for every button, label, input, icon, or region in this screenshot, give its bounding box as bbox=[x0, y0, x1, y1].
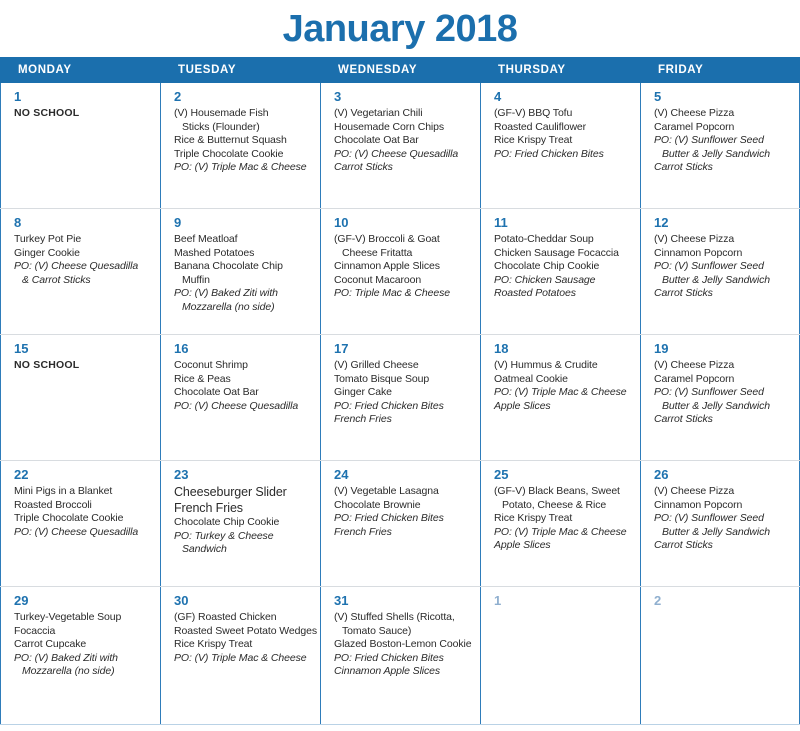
day-cell bbox=[0, 83, 160, 208]
day-cell bbox=[480, 461, 640, 586]
menu-line: Beef Meatloaf bbox=[174, 233, 238, 245]
weekday-header-wednesday: WEDNESDAY bbox=[338, 64, 418, 76]
menu-line: Rice & Butternut Squash bbox=[174, 134, 287, 146]
menu-line: (V) Stuffed Shells (Ricotta, bbox=[334, 611, 455, 623]
menu-line: (GF) Roasted Chicken bbox=[174, 611, 277, 623]
menu-line: Potato, Cheese & Rice bbox=[502, 498, 607, 511]
day-number: 23 bbox=[174, 467, 189, 482]
menu-line: PO: Triple Mac & Cheese bbox=[334, 287, 450, 299]
menu-line: (V) Housemade Fish bbox=[174, 107, 269, 119]
menu-line: (V) Grilled Cheese bbox=[334, 359, 419, 371]
menu-line: PO: Fried Chicken Bites bbox=[334, 651, 444, 664]
day-cell bbox=[160, 209, 320, 334]
day-cell bbox=[0, 461, 160, 586]
menu-line: Carrot Cupcake bbox=[14, 638, 87, 650]
calendar-week-row bbox=[0, 586, 800, 724]
day-number: 26 bbox=[654, 467, 669, 482]
menu-line: Cinnamon Apple Slices bbox=[334, 665, 441, 677]
day-number: 11 bbox=[494, 215, 508, 230]
menu-line: (V) Vegetarian Chili bbox=[334, 107, 423, 119]
day-cell bbox=[640, 335, 800, 460]
menu-line: Chocolate Brownie bbox=[334, 498, 421, 511]
day-number: 3 bbox=[334, 89, 342, 104]
menu-line: Roasted Cauliflower bbox=[494, 120, 587, 133]
day-cell bbox=[640, 209, 800, 334]
menu-line: Rice Krispy Treat bbox=[174, 638, 253, 650]
menu-line: Muffin bbox=[182, 273, 210, 286]
calendar-week-row bbox=[0, 83, 800, 208]
menu-line: Caramel Popcorn bbox=[654, 120, 735, 133]
menu-line: Chocolate Chip Cookie bbox=[174, 516, 280, 528]
menu-line: (GF-V) Black Beans, Sweet bbox=[494, 485, 620, 497]
day-number: 4 bbox=[494, 89, 502, 104]
menu-line: (GF-V) BBQ Tofu bbox=[494, 107, 573, 119]
menu-line: Glazed Boston-Lemon Cookie bbox=[334, 638, 472, 650]
menu-line: Turkey-Vegetable Soup bbox=[14, 611, 122, 623]
menu-line: Cinnamon Apple Slices bbox=[334, 260, 440, 272]
day-cell bbox=[320, 209, 480, 334]
menu-line: Ginger Cookie bbox=[14, 246, 80, 259]
day-number: 30 bbox=[174, 593, 189, 608]
menu-line: PO: (V) Cheese Quesadilla bbox=[14, 260, 139, 272]
weekday-header-thursday: THURSDAY bbox=[498, 64, 566, 76]
day-cell bbox=[480, 335, 640, 460]
day-number: 12 bbox=[654, 215, 669, 230]
day-cell bbox=[160, 461, 320, 586]
menu-line: PO: (V) Triple Mac & Cheese bbox=[174, 651, 307, 664]
weekday-header-row bbox=[0, 57, 800, 83]
menu-line: Rice & Peas bbox=[174, 372, 231, 385]
menu-line: Chicken Sausage Focaccia bbox=[494, 246, 619, 259]
menu-line: Chocolate Oat Bar bbox=[334, 134, 419, 146]
menu-line: Turkey Pot Pie bbox=[14, 233, 82, 245]
day-number: 8 bbox=[14, 215, 22, 230]
menu-line: Mozzarella (no side) bbox=[22, 665, 115, 677]
day-cell-next-month bbox=[480, 587, 640, 724]
menu-line: Sticks (Flounder) bbox=[182, 120, 260, 133]
day-cell bbox=[0, 335, 160, 460]
day-number: 2 bbox=[174, 89, 182, 104]
menu-line: Apple Slices bbox=[494, 539, 551, 551]
day-cell bbox=[160, 587, 320, 724]
day-number: 25 bbox=[494, 467, 509, 482]
calendar-body bbox=[0, 83, 800, 725]
menu-line: Coconut Shrimp bbox=[174, 359, 248, 371]
calendar-week-row bbox=[0, 460, 800, 586]
day-number: 18 bbox=[494, 341, 509, 356]
menu-line: Butter & Jelly Sandwich bbox=[662, 399, 771, 412]
menu-line: Coconut Macaroon bbox=[334, 273, 422, 286]
day-number: 2 bbox=[654, 593, 662, 608]
menu-line: PO: (V) Triple Mac & Cheese bbox=[174, 161, 307, 173]
menu-line: Carrot Sticks bbox=[654, 161, 713, 173]
menu-line: PO: (V) Sunflower Seed bbox=[654, 512, 764, 524]
menu-line: Cinnamon Popcorn bbox=[654, 498, 743, 511]
day-cell bbox=[480, 83, 640, 208]
menu-line: PO: Fried Chicken Bites bbox=[334, 399, 444, 412]
day-cell bbox=[320, 587, 480, 724]
menu-line: Carrot Sticks bbox=[334, 161, 393, 173]
day-cell bbox=[480, 209, 640, 334]
menu-line: (V) Vegetable Lasagna bbox=[334, 485, 439, 497]
day-number: 24 bbox=[334, 467, 349, 482]
day-cell bbox=[160, 335, 320, 460]
menu-line: (GF-V) Broccoli & Goat bbox=[334, 233, 440, 245]
day-number: 29 bbox=[14, 593, 29, 608]
day-cell bbox=[640, 461, 800, 586]
menu-line: Mashed Potatoes bbox=[174, 246, 255, 259]
menu-line: Banana Chocolate Chip bbox=[174, 260, 283, 272]
menu-line: PO: (V) Sunflower Seed bbox=[654, 260, 764, 272]
menu-line: PO: Chicken Sausage bbox=[494, 273, 596, 286]
menu-line: Mozzarella (no side) bbox=[182, 300, 275, 313]
menu-line: (V) Cheese Pizza bbox=[654, 359, 735, 371]
menu-line: Rice Krispy Treat bbox=[494, 134, 573, 146]
menu-line: PO: Turkey & Cheese bbox=[174, 529, 274, 542]
menu-line: PO: (V) Sunflower Seed bbox=[654, 134, 764, 146]
day-number: 9 bbox=[174, 215, 182, 230]
menu-line: Roasted Sweet Potato Wedges bbox=[174, 624, 318, 637]
menu-line: Triple Chocolate Cookie bbox=[14, 512, 124, 524]
menu-line: Carrot Sticks bbox=[654, 539, 713, 551]
menu-line: Butter & Jelly Sandwich bbox=[662, 525, 771, 538]
menu-line: Tomato Sauce) bbox=[342, 624, 412, 637]
day-cell-next-month bbox=[640, 587, 800, 724]
menu-line: PO: (V) Cheese Quesadilla bbox=[334, 147, 459, 160]
menu-line: PO: (V) Triple Mac & Cheese bbox=[494, 525, 627, 538]
menu-line: PO: (V) Sunflower Seed bbox=[654, 386, 764, 398]
weekday-header-tuesday: TUESDAY bbox=[178, 64, 237, 76]
menu-line: Tomato Bisque Soup bbox=[334, 372, 430, 385]
day-number: 5 bbox=[654, 89, 662, 104]
menu-line: Rice Krispy Treat bbox=[494, 512, 573, 524]
menu-line: Roasted Potatoes bbox=[494, 287, 576, 299]
menu-line: PO: Fried Chicken Bites bbox=[334, 512, 444, 524]
menu-line: PO: Fried Chicken Bites bbox=[494, 147, 604, 160]
menu-line: Cheeseburger Slider bbox=[174, 485, 287, 499]
menu-line: Mini Pigs in a Blanket bbox=[14, 485, 113, 497]
day-number: 17 bbox=[334, 341, 349, 356]
menu-line: Sandwich bbox=[182, 543, 227, 555]
menu-line: French Fries bbox=[334, 413, 392, 425]
day-cell bbox=[0, 209, 160, 334]
menu-line: Chocolate Oat Bar bbox=[174, 386, 259, 398]
day-cell bbox=[640, 83, 800, 208]
day-cell bbox=[320, 83, 480, 208]
menu-line: Housemade Corn Chips bbox=[334, 120, 445, 133]
page-title: January 2018 bbox=[282, 8, 518, 50]
day-cell bbox=[320, 335, 480, 460]
menu-line: Triple Chocolate Cookie bbox=[174, 147, 284, 160]
day-number: 15 bbox=[14, 341, 29, 356]
menu-line: PO: (V) Cheese Quesadilla bbox=[14, 525, 139, 538]
weekday-header-monday: MONDAY bbox=[18, 64, 72, 76]
menu-line: French Fries bbox=[174, 500, 243, 515]
day-number: 10 bbox=[334, 215, 349, 230]
menu-line: Carrot Sticks bbox=[654, 413, 713, 425]
day-number: 31 bbox=[334, 593, 349, 608]
day-cell bbox=[0, 587, 160, 724]
menu-line: PO: (V) Triple Mac & Cheese bbox=[494, 386, 627, 398]
day-cell bbox=[160, 83, 320, 208]
menu-line: (V) Cheese Pizza bbox=[654, 485, 735, 497]
menu-line: Carrot Sticks bbox=[654, 287, 713, 299]
menu-line: Potato-Cheddar Soup bbox=[494, 233, 594, 245]
menu-line: NO SCHOOL bbox=[14, 359, 80, 371]
day-number: 16 bbox=[174, 341, 189, 356]
menu-line: Apple Slices bbox=[494, 399, 551, 412]
menu-line: Chocolate Chip Cookie bbox=[494, 260, 600, 272]
menu-line: (V) Cheese Pizza bbox=[654, 107, 735, 119]
menu-line: PO: (V) Baked Ziti with bbox=[14, 651, 118, 664]
menu-line: Butter & Jelly Sandwich bbox=[662, 147, 771, 160]
menu-line: Caramel Popcorn bbox=[654, 372, 735, 385]
day-number: 22 bbox=[14, 467, 29, 482]
menu-line: Oatmeal Cookie bbox=[494, 372, 568, 385]
menu-line: NO SCHOOL bbox=[14, 107, 80, 119]
day-number: 19 bbox=[654, 341, 669, 356]
weekday-header-friday: FRIDAY bbox=[658, 64, 704, 76]
day-number: 1 bbox=[14, 89, 22, 104]
calendar-week-row bbox=[0, 208, 800, 334]
menu-line: Ginger Cake bbox=[334, 386, 392, 398]
menu-line: & Carrot Sticks bbox=[22, 273, 91, 286]
calendar-week-row bbox=[0, 334, 800, 460]
menu-line: Cinnamon Popcorn bbox=[654, 246, 743, 259]
menu-line: Cheese Fritatta bbox=[342, 246, 413, 259]
menu-line: Focaccia bbox=[14, 624, 56, 637]
menu-line: Roasted Broccoli bbox=[14, 498, 92, 511]
menu-line: French Fries bbox=[334, 525, 392, 538]
day-cell bbox=[320, 461, 480, 586]
menu-line: Butter & Jelly Sandwich bbox=[662, 273, 771, 286]
menu-line: (V) Hummus & Crudite bbox=[494, 359, 598, 371]
menu-line: PO: (V) Cheese Quesadilla bbox=[174, 399, 299, 412]
day-number: 1 bbox=[494, 593, 502, 608]
menu-line: PO: (V) Baked Ziti with bbox=[174, 287, 278, 299]
menu-line: (V) Cheese Pizza bbox=[654, 233, 735, 245]
